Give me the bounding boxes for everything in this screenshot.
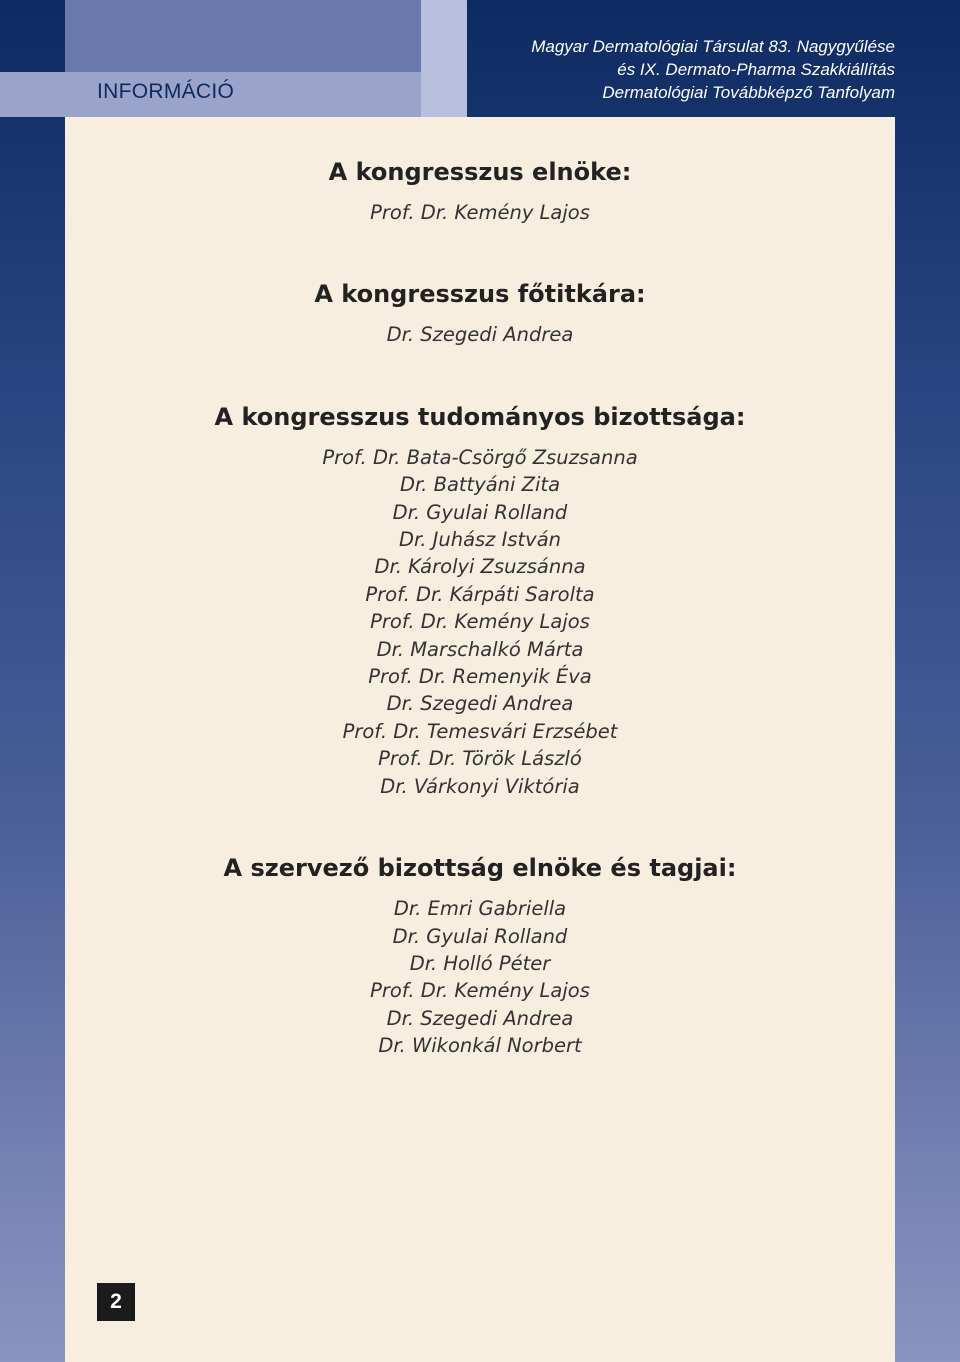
name-item: Dr. Wikonkál Norbert [378, 1034, 582, 1058]
name-item: Dr. Emri Gabriella [393, 897, 567, 921]
section-heading: A kongresszus főtitkára: [314, 280, 646, 309]
committee-content [65, 150, 895, 1060]
name-item: Prof. Dr. Török László [378, 747, 582, 771]
event-title-line: Magyar Dermatológiai Társulat 83. Nagygyűlése [531, 37, 895, 56]
name-item: Prof. Dr. Kemény Lajos [370, 610, 590, 634]
name-list [65, 321, 895, 348]
name-item: Dr. Gyulai Rolland [392, 500, 568, 524]
name-item: Dr. Battyáni Zita [399, 473, 561, 497]
name-item: Prof. Dr. Temesvári Erzsébet [342, 719, 618, 743]
name-item: Prof. Dr. Kárpáti Sarolta [365, 582, 595, 606]
name-item: Prof. Dr. Remenyik Éva [368, 665, 592, 689]
committee-section-organizing [65, 854, 895, 1059]
page-number: 2 [97, 1283, 135, 1321]
header-tab [65, 0, 421, 72]
name-item: Dr. Marschalkó Márta [376, 637, 584, 661]
event-title-line: Dermatológiai Továbbképző Tanfolyam [602, 83, 895, 102]
name-item: Prof. Dr. Bata-Csörgő Zsuzsanna [322, 445, 638, 469]
committee-section-secretary [65, 280, 895, 348]
name-item: Dr. Holló Péter [409, 951, 551, 975]
section-heading: A kongresszus tudományos bizottsága: [214, 402, 746, 431]
event-title [531, 35, 895, 104]
header-accent [421, 0, 467, 117]
name-list [65, 199, 895, 226]
name-item: Dr. Szegedi Andrea [386, 1006, 574, 1030]
section-heading: A kongresszus elnöke: [328, 158, 632, 186]
event-title-line: és IX. Dermato-Pharma Szakkiállítás [617, 60, 895, 79]
name-item: Dr. Juhász István [398, 528, 562, 552]
committee-section-scientific [65, 403, 895, 800]
name-item: Dr. Károlyi Zsuzsánna [374, 555, 586, 579]
name-item: Prof. Dr. Kemény Lajos [370, 201, 590, 224]
name-list [65, 895, 895, 1059]
committee-section-president [65, 158, 895, 226]
name-list [65, 444, 895, 800]
name-item: Dr. Szegedi Andrea [386, 323, 574, 347]
section-heading: A szervező bizottság elnöke és tagjai: [223, 854, 737, 883]
name-item: Dr. Szegedi Andrea [386, 692, 574, 716]
name-item: Dr. Várkonyi Viktória [380, 774, 580, 798]
name-item: Dr. Gyulai Rolland [392, 924, 568, 948]
section-label: INFORMÁCIÓ [97, 80, 235, 103]
name-item: Prof. Dr. Kemény Lajos [370, 979, 590, 1003]
